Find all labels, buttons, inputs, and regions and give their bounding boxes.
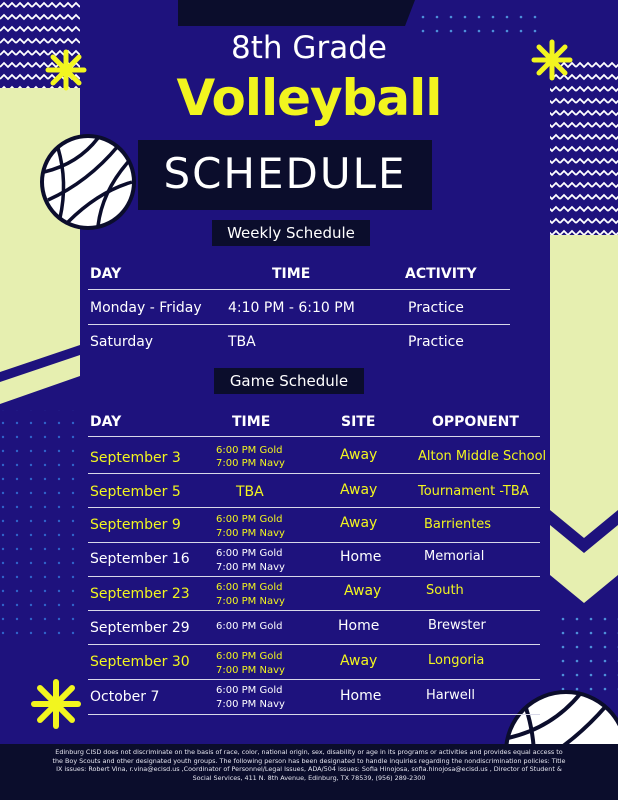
game-time-gold: 6:00 PM Gold <box>216 582 283 593</box>
game-time-navy: 7:00 PM Navy <box>216 528 285 539</box>
game-day: September 3 <box>90 450 181 466</box>
weekly-activity: Practice <box>408 300 464 316</box>
title-schedule: SCHEDULE <box>163 149 407 198</box>
game-opponent: Longoria <box>428 653 485 668</box>
game-time: 6:00 PM Gold <box>216 621 283 632</box>
game-time-navy: 7:00 PM Navy <box>216 596 285 607</box>
game-time-gold: 6:00 PM Gold <box>216 514 283 525</box>
game-header-day: DAY <box>90 414 122 430</box>
game-day: September 29 <box>90 620 190 636</box>
weekly-time: TBA <box>228 334 256 350</box>
dot-field-right <box>560 610 618 700</box>
game-schedule-label: Game Schedule <box>214 368 364 394</box>
divider <box>88 436 540 437</box>
divider <box>88 644 540 645</box>
right-green-banner <box>550 235 618 538</box>
game-time-navy: 7:00 PM Navy <box>216 699 285 710</box>
nondiscrimination-footer: Edinburg CISD does not discriminate on the basis of race, color, national origin, sex, disability or age in its programs or activities and provides equal access to the Boy Scouts and other designated youth groups. The following person has been designated to handle inquiries regarding the nondiscrimination policies: Title IX issues: Robert Vina, r.vina@ecisd.us ,Coordinator of Personnel/Legal Issues, ADA/504 issues: Sofia Hinojosa, sofia.hinojosa@ecisd.us , Director of Student & Social Services, 411 N. 8th Avenue, Edinburg, TX 78539, (956) 289-2300 <box>0 744 618 800</box>
weekly-schedule-label: Weekly Schedule <box>212 220 370 246</box>
game-header-opponent: OPPONENT <box>432 414 519 430</box>
game-site: Home <box>340 688 382 704</box>
game-opponent: Brewster <box>428 618 486 633</box>
divider <box>88 324 510 325</box>
game-site: Away <box>340 653 378 669</box>
game-header-time: TIME <box>232 414 271 430</box>
divider <box>88 714 540 715</box>
dot-field-left <box>0 410 80 640</box>
title-grade: 8th Grade <box>231 30 387 66</box>
divider <box>88 610 540 611</box>
weekly-activity: Practice <box>408 334 464 350</box>
weekly-day: Monday - Friday <box>90 300 202 316</box>
weekly-header-time: TIME <box>272 266 311 282</box>
weekly-header-activity: ACTIVITY <box>405 266 477 282</box>
yellow-burst-bottom <box>34 682 78 726</box>
divider <box>88 576 540 577</box>
game-site: Away <box>340 482 378 498</box>
game-site: Home <box>340 549 382 565</box>
top-dark-tab <box>178 0 415 26</box>
game-day: September 16 <box>90 551 190 567</box>
weekly-time: 4:10 PM - 6:10 PM <box>228 300 355 316</box>
game-time-navy: 7:00 PM Navy <box>216 665 285 676</box>
game-day: September 9 <box>90 517 181 533</box>
game-time-gold: 6:00 PM Gold <box>216 445 283 456</box>
game-time-navy: 7:00 PM Navy <box>216 458 285 469</box>
divider <box>88 507 540 508</box>
game-site: Home <box>338 618 380 634</box>
game-site: Away <box>340 515 378 531</box>
game-time: TBA <box>236 484 264 500</box>
game-day: September 5 <box>90 484 181 500</box>
game-opponent: Barrientes <box>424 517 492 532</box>
weekly-day: Saturday <box>90 334 154 350</box>
title-sport: Volleyball <box>176 69 442 127</box>
weekly-header-day: DAY <box>90 266 122 282</box>
game-opponent: South <box>426 583 464 598</box>
divider <box>88 473 540 474</box>
game-day: October 7 <box>90 689 160 705</box>
game-time-gold: 6:00 PM Gold <box>216 651 283 662</box>
game-opponent: Memorial <box>424 549 485 564</box>
game-time-navy: 7:00 PM Navy <box>216 562 285 573</box>
game-time-gold: 6:00 PM Gold <box>216 548 283 559</box>
game-site: Away <box>344 583 382 599</box>
game-day: September 30 <box>90 654 190 670</box>
divider <box>88 679 540 680</box>
game-day: September 23 <box>90 586 190 602</box>
game-time-gold: 6:00 PM Gold <box>216 685 283 696</box>
game-opponent: Harwell <box>426 688 475 703</box>
divider <box>88 542 540 543</box>
volleyball-icon <box>42 136 134 228</box>
game-header-site: SITE <box>341 414 376 430</box>
game-site: Away <box>340 447 378 463</box>
divider <box>88 289 510 290</box>
game-opponent: Tournament -TBA <box>418 484 529 499</box>
game-opponent: Alton Middle School <box>418 449 547 464</box>
